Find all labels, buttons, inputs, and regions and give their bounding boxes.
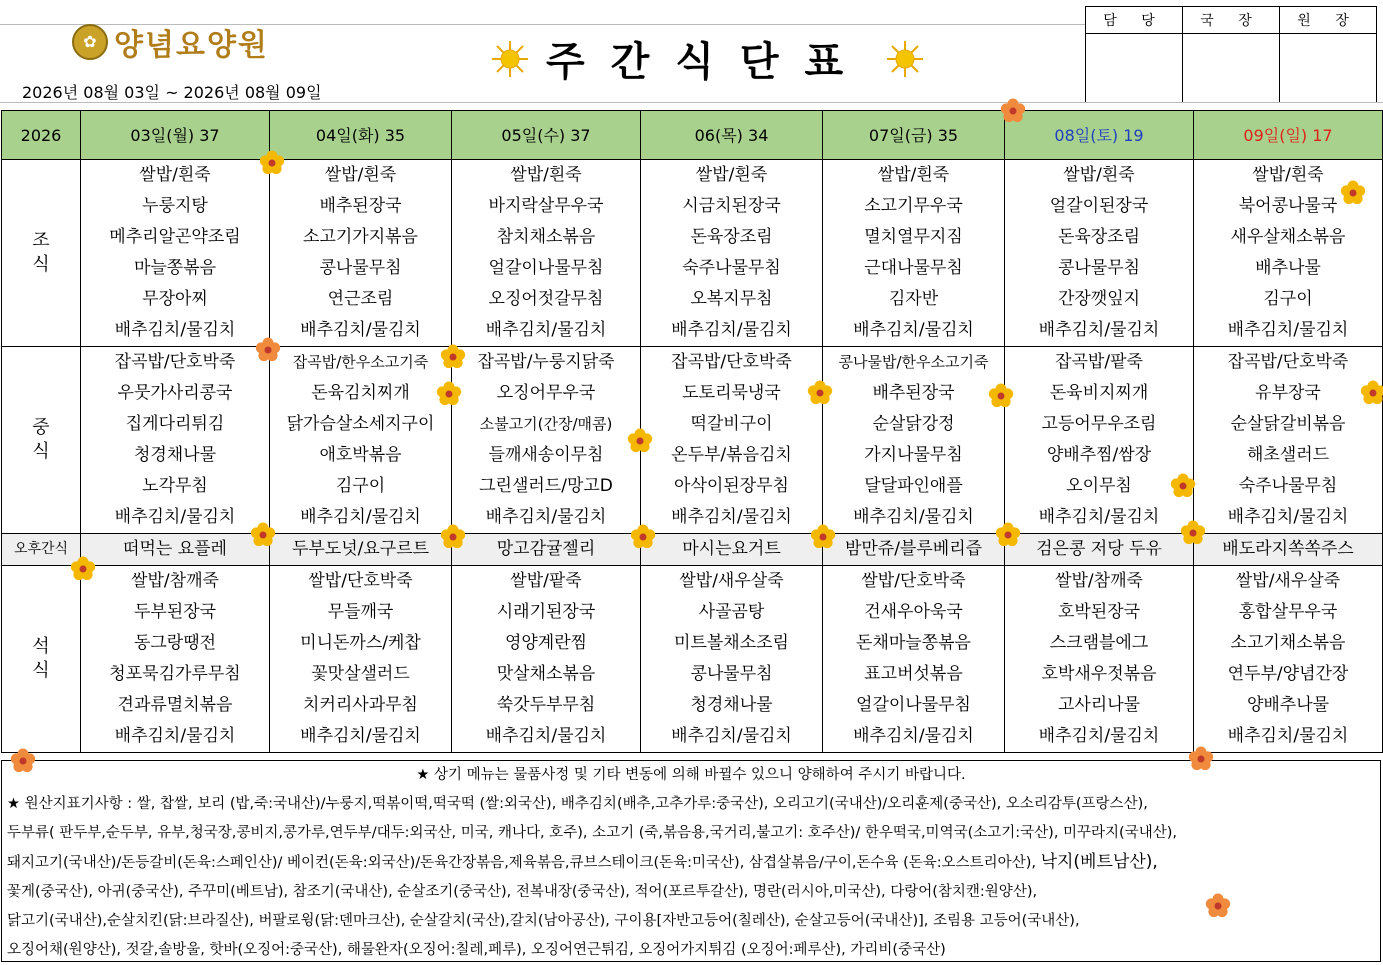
sun-icon: [885, 39, 925, 79]
origin-line: 오징어채(원양산), 젓갈,솔방울, 핫바(오징어:중국산), 해물완자(오징어:칠레,페루), 오징어연근튀김, 오징어가지튀김 (오징어:페루산), 가리비(중국산): [7, 942, 946, 958]
snack-item: 배도라지쏙쏙주스: [1194, 534, 1383, 566]
menu-item: 배추김치/물김치: [452, 721, 641, 753]
flower-icon: [70, 556, 96, 582]
day-header: 04일(화) 35: [270, 111, 452, 160]
menu-item: 쌀밥/새우살죽: [641, 566, 823, 598]
menu-item: 영양계란찜: [452, 628, 641, 659]
menu-item: 배추김치/물김치: [270, 721, 452, 753]
menu-item: 돈채마늘쫑볶음: [823, 628, 1005, 659]
origin-line: [2, 848, 1380, 878]
flower-icon: [1205, 893, 1231, 919]
menu-item: 시금치된장국: [641, 191, 823, 222]
menu-item: 소고기가지볶음: [270, 222, 452, 253]
menu-item: 메추리알곤약조림: [81, 222, 270, 253]
menu-item: 쌀밥/참깨죽: [1005, 566, 1194, 598]
notes-box: [1, 760, 1381, 962]
menu-item: 콩나물무침: [1005, 253, 1194, 284]
menu-item: 오복지무침: [641, 284, 823, 315]
menu-item: 쌀밥/흰죽: [81, 160, 270, 192]
approval-label-manager: 담 당: [1086, 7, 1183, 34]
breakfast-row: [2, 253, 1383, 284]
menu-item: 청포묵김가루무침: [81, 659, 270, 690]
menu-item: 잡곡밥/한우소고기죽: [270, 347, 452, 379]
menu-item: 미트볼채소조림: [641, 628, 823, 659]
dinner-row: [2, 721, 1383, 753]
menu-item: 김구이: [1194, 284, 1383, 315]
menu-item: 무장아찌: [81, 284, 270, 315]
menu-item: 청경채나물: [641, 690, 823, 721]
date-range: 2026년 08월 03일 ~ 2026년 08월 09일: [22, 83, 322, 102]
menu-item: 돈육장조림: [1005, 222, 1194, 253]
menu-item: 연두부/양념간장: [1194, 659, 1383, 690]
menu-item: 배추김치/물김치: [81, 721, 270, 753]
menu-item: 쌀밥/새우살죽: [1194, 566, 1383, 598]
menu-item: 우뭇가사리콩국: [81, 378, 270, 409]
menu-item: 견과류멸치볶음: [81, 690, 270, 721]
menu-item: 순살닭갈비볶음: [1194, 409, 1383, 440]
menu-item: 그린샐러드/망고D: [452, 471, 641, 502]
snack-item: 두부도넛/요구르트: [270, 534, 452, 566]
breakfast-row: [2, 315, 1383, 347]
menu-item: 꽃맛살샐러드: [270, 659, 452, 690]
title-area: [490, 30, 925, 87]
day-header-row: [2, 111, 1383, 160]
snack-label: 오후간식: [2, 534, 81, 566]
origin-line: 닭고기(국내산),순살치킨(닭:브라질산), 버팔로윙(닭:덴마크산), 순살갈치(국산),갈치(남아공산), 구이용[자반고등어(칠레산), 순살고등어(국내산)], 조림용 고등어(국내산),: [7, 913, 1080, 929]
dinner-row: [2, 690, 1383, 721]
origin-line: ★ 원산지표기사항 : 쌀, 찹쌀, 보리 (밥,죽:국내산)/누룽지,떡볶이떡,떡국떡 (쌀:외국산), 배추김치(배추,고추가루:중국산), 오리고기(국내산)/오리훈제(중국산), 오소리감투(프랑스산),: [7, 796, 1148, 812]
menu-item: 배추김치/물김치: [823, 502, 1005, 534]
menu-item: 배추김치/물김치: [641, 315, 823, 347]
menu-item: 소고기채소볶음: [1194, 628, 1383, 659]
menu-item: 배추된장국: [270, 191, 452, 222]
flower-icon: [630, 524, 656, 550]
menu-item: 무들깨국: [270, 597, 452, 628]
snack-item: 밤만쥬/블루베리즙: [823, 534, 1005, 566]
flower-icon: [436, 381, 462, 407]
menu-item: 들깨새송이무침: [452, 440, 641, 471]
flower-icon: [250, 522, 276, 548]
menu-item: 김구이: [270, 471, 452, 502]
flower-icon: [259, 150, 285, 176]
menu-item: 가지나물무침: [823, 440, 1005, 471]
sun-icon: [490, 39, 530, 79]
menu-item: 청경채나물: [81, 440, 270, 471]
menu-item: 쌀밥/흰죽: [1194, 160, 1383, 192]
menu-item: 도토리묵냉국: [641, 378, 823, 409]
flower-icon: [440, 524, 466, 550]
menu-item: 멸치열무지짐: [823, 222, 1005, 253]
menu-item: 콩나물밥/한우소고기죽: [823, 347, 1005, 379]
menu-item: 치커리사과무침: [270, 690, 452, 721]
day-header: 07일(금) 35: [823, 111, 1005, 160]
menu-item: 쌀밥/흰죽: [823, 160, 1005, 192]
menu-item: 얼갈이나물무침: [452, 253, 641, 284]
menu-item: 잡곡밥/단호박죽: [641, 347, 823, 379]
menu-item: 미니돈까스/케찹: [270, 628, 452, 659]
menu-item: 배추김치/물김치: [1005, 315, 1194, 347]
menu-item: 스크램블에그: [1005, 628, 1194, 659]
menu-item: 배추김치/물김치: [1194, 502, 1383, 534]
breakfast-row: [2, 160, 1383, 192]
menu-item: 고사리나물: [1005, 690, 1194, 721]
menu-item: 고등어무우조림: [1005, 409, 1194, 440]
menu-item: 콩나물무침: [270, 253, 452, 284]
breakfast-row: [2, 284, 1383, 315]
menu-item: 돈육비지찌개: [1005, 378, 1194, 409]
snack-item: 떠먹는 요플레: [81, 534, 270, 566]
dinner-label: 석 식: [2, 566, 81, 753]
menu-item: 숙주나물무침: [1194, 471, 1383, 502]
menu-item: 새우살채소볶음: [1194, 222, 1383, 253]
menu-item: 간장깻잎지: [1005, 284, 1194, 315]
menu-item: 맛살채소볶음: [452, 659, 641, 690]
origin-line: 두부류( 판두부,순두부, 유부,청국장,콩비지,콩가루,연두부/대두:외국산, 미국, 캐나다, 호주), 소고기 (죽,볶음용,국거리,불고기: 호주산)/ 한우떡국,미역국(소고기:국산), 미꾸라지(국내산),: [7, 825, 1178, 841]
menu-item: 배추김치/물김치: [81, 502, 270, 534]
dinner-row: [2, 628, 1383, 659]
approval-signature-cell[interactable]: [1183, 34, 1280, 103]
menu-item: 노각무침: [81, 471, 270, 502]
flower-icon: [1188, 746, 1214, 772]
menu-item: 연근조림: [270, 284, 452, 315]
menu-item: 배추김치/물김치: [641, 502, 823, 534]
menu-item: 배추김치/물김치: [452, 502, 641, 534]
origin-line: 꽃게(중국산), 아귀(중국산), 주꾸미(베트남), 참조기(국내산), 순살조기(중국산), 전복내장(중국산), 적어(포르투갈산), 명란(러시아,미국산), 다랑어(참치캔:원양산),: [7, 884, 1038, 900]
flower-icon: [1360, 380, 1383, 406]
facility-logo: [72, 20, 269, 64]
flower-icon: [995, 522, 1021, 548]
approval-label-head: 원 장: [1280, 7, 1377, 34]
menu-item: 배추김치/물김치: [270, 315, 452, 347]
menu-item: 아삭이된장무침: [641, 471, 823, 502]
menu-item: 쌀밥/참깨죽: [81, 566, 270, 598]
menu-item: 오이무침: [1005, 471, 1194, 502]
menu-item: 배추김치/물김치: [81, 315, 270, 347]
menu-item: 사골곰탕: [641, 597, 823, 628]
approval-label-director: 국 장: [1183, 7, 1280, 34]
flower-icon: [255, 337, 281, 363]
breakfast-row: [2, 222, 1383, 253]
menu-item: 돈육장조림: [641, 222, 823, 253]
menu-item: 배추김치/물김치: [1194, 315, 1383, 347]
menu-item: 닭가슴살소세지구이: [270, 409, 452, 440]
menu-item: 소불고기(간장/매콤): [452, 409, 641, 440]
menu-item: 배추김치/물김치: [641, 721, 823, 753]
menu-item: 근대나물무침: [823, 253, 1005, 284]
menu-item: 홍합살무우국: [1194, 597, 1383, 628]
menu-item: 잡곡밥/단호박죽: [81, 347, 270, 379]
snack-item: 마시는요거트: [641, 534, 823, 566]
menu-item: 소고기무우국: [823, 191, 1005, 222]
dinner-row: [2, 566, 1383, 598]
flower-icon: [1180, 520, 1206, 546]
menu-item: 양배추찜/쌈장: [1005, 440, 1194, 471]
menu-item: 배추김치/물김치: [1194, 721, 1383, 753]
menu-item: 배추된장국: [823, 378, 1005, 409]
day-header: 09일(일) 17: [1194, 111, 1383, 160]
lunch-row: [2, 347, 1383, 379]
snack-item: 망고감귤젤리: [452, 534, 641, 566]
facility-emblem-icon: ✿: [72, 24, 108, 60]
snack-row: [2, 534, 1383, 566]
flower-icon: [1000, 98, 1026, 124]
approval-box: [1085, 6, 1377, 103]
menu-item: 양배추나물: [1194, 690, 1383, 721]
menu-item: 배추나물: [1194, 253, 1383, 284]
menu-item: 돈육김치찌개: [270, 378, 452, 409]
menu-item: 오징어무우국: [452, 378, 641, 409]
menu-item: 온두부/볶음김치: [641, 440, 823, 471]
menu-change-notice: ★ 상기 메뉴는 물품사정 및 기타 변동에 의해 바뀔수 있으니 양해하여 주시기 바랍니다.: [416, 767, 966, 783]
dinner-row: [2, 597, 1383, 628]
breakfast-row: [2, 191, 1383, 222]
menu-item: 쌀밥/단호박죽: [823, 566, 1005, 598]
menu-item: 잡곡밥/누룽지닭죽: [452, 347, 641, 379]
facility-name: 양념요양원: [114, 28, 269, 63]
menu-item: 배추김치/물김치: [823, 721, 1005, 753]
page-title: 주간식단표: [546, 39, 870, 85]
menu-item: 표고버섯볶음: [823, 659, 1005, 690]
menu-item: 배추김치/물김치: [452, 315, 641, 347]
lunch-row: [2, 440, 1383, 471]
year-label: 2026: [2, 111, 81, 160]
menu-item: 쌀밥/단호박죽: [270, 566, 452, 598]
menu-item: 쑥갓두부무침: [452, 690, 641, 721]
flower-icon: [810, 524, 836, 550]
menu-item: 집게다리튀김: [81, 409, 270, 440]
menu-item: 시래기된장국: [452, 597, 641, 628]
menu-item: 잡곡밥/단호박죽: [1194, 347, 1383, 379]
day-header: 06(목) 34: [641, 111, 823, 160]
menu-item: 얼갈이나물무침: [823, 690, 1005, 721]
day-header: 03일(월) 37: [81, 111, 270, 160]
flower-icon: [807, 380, 833, 406]
flower-icon: [440, 344, 466, 370]
flower-icon: [10, 748, 36, 774]
menu-item: 배추김치/물김치: [1005, 502, 1194, 534]
header-bottom-line: [0, 102, 1383, 103]
snack-item: 검은콩 저당 두유: [1005, 534, 1194, 566]
approval-signature-cell[interactable]: [1280, 34, 1377, 103]
menu-item: 해초샐러드: [1194, 440, 1383, 471]
lunch-row: [2, 502, 1383, 534]
menu-item: 오징어젓갈무침: [452, 284, 641, 315]
menu-item: 호박된장국: [1005, 597, 1194, 628]
flower-icon: [1340, 180, 1366, 206]
day-header: 05일(수) 37: [452, 111, 641, 160]
day-header: 08일(토) 19: [1005, 111, 1194, 160]
menu-item: 마늘쫑볶음: [81, 253, 270, 284]
menu-item: 배추김치/물김치: [823, 315, 1005, 347]
menu-item: 유부장국: [1194, 378, 1383, 409]
menu-item: 호박새우젓볶음: [1005, 659, 1194, 690]
menu-item: 잡곡밥/팥죽: [1005, 347, 1194, 379]
menu-item: 쌀밥/흰죽: [270, 160, 452, 192]
menu-item: 누룽지탕: [81, 191, 270, 222]
menu-item: 배추김치/물김치: [270, 502, 452, 534]
lunch-row: [2, 409, 1383, 440]
flower-icon: [1170, 473, 1196, 499]
origin-line-highlight: 낙지(베트남산),: [1040, 852, 1158, 872]
lunch-label: 중 식: [2, 347, 81, 534]
menu-item: 두부된장국: [81, 597, 270, 628]
menu-item: 김자반: [823, 284, 1005, 315]
menu-item: 건새우아욱국: [823, 597, 1005, 628]
breakfast-label: 조 식: [2, 160, 81, 347]
menu-item: 콩나물무침: [641, 659, 823, 690]
menu-item: 애호박볶음: [270, 440, 452, 471]
weekly-menu-table: [1, 110, 1383, 753]
menu-item: 얼갈이된장국: [1005, 191, 1194, 222]
approval-signature-cell[interactable]: [1086, 34, 1183, 103]
menu-item: 쌀밥/흰죽: [641, 160, 823, 192]
menu-item: 바지락살무우국: [452, 191, 641, 222]
menu-item: 떡갈비구이: [641, 409, 823, 440]
menu-item: 달달파인애플: [823, 471, 1005, 502]
lunch-row: [2, 378, 1383, 409]
menu-item: 북어콩나물국: [1194, 191, 1383, 222]
menu-item: 배추김치/물김치: [1005, 721, 1194, 753]
menu-item: 참치채소볶음: [452, 222, 641, 253]
menu-item: 숙주나물무침: [641, 253, 823, 284]
menu-item: 쌀밥/흰죽: [452, 160, 641, 192]
menu-item: 쌀밥/팥죽: [452, 566, 641, 598]
menu-item: 동그랑땡전: [81, 628, 270, 659]
dinner-row: [2, 659, 1383, 690]
flower-icon: [627, 428, 653, 454]
origin-line-text: 돼지고기(국내산)/돈등갈비(돈육:스페인산)/ 베이컨(돈육:외국산)/돈육간장볶음,제육볶음,큐브스테이크(돈육:미국산), 삼겹살볶음/구이,돈수육 (돈육:오스트리아산),: [7, 855, 1036, 871]
flower-icon: [988, 383, 1014, 409]
menu-item: 순살닭강정: [823, 409, 1005, 440]
menu-item: 쌀밥/흰죽: [1005, 160, 1194, 192]
